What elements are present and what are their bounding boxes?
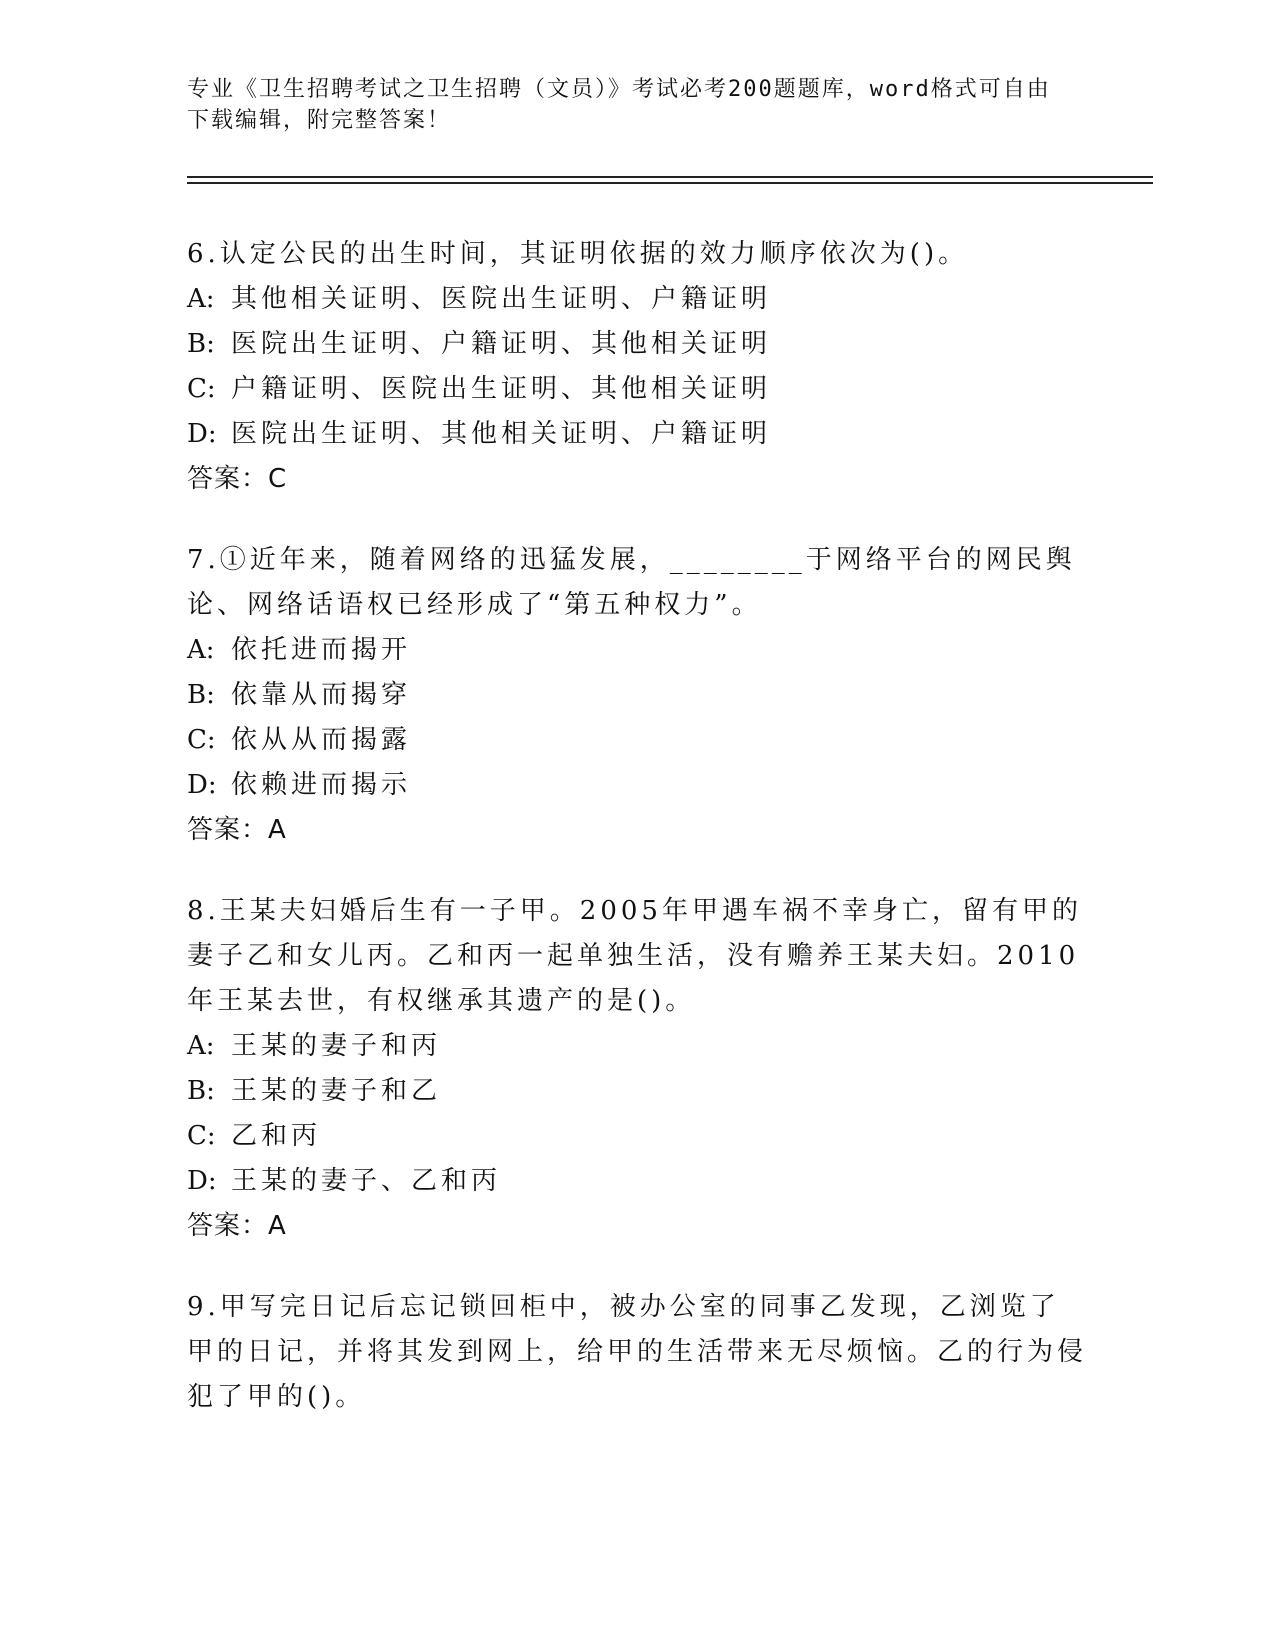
question-6: [187, 232, 1087, 502]
option-text: 依从从而揭露: [231, 725, 412, 755]
option-key: D:: [187, 419, 217, 449]
option-text: 其他相关证明、医院出生证明、户籍证明: [231, 284, 772, 314]
answer-line: 答案：A: [187, 1211, 287, 1241]
option-text: 王某的妻子、乙和丙: [231, 1166, 502, 1196]
option-key: B:: [187, 329, 215, 359]
option-key: A:: [187, 1031, 215, 1061]
option-key: B:: [187, 680, 215, 710]
option-text: 依托进而揭开: [231, 635, 412, 665]
header-divider-top: [187, 176, 1153, 178]
question-9: [187, 1285, 1087, 1420]
question-8: [187, 889, 1087, 1249]
option-a: [187, 277, 1087, 322]
document-header: 专业《卫生招聘考试之卫生招聘（文员）》考试必考200题题库，word格式可自由下载编辑，附完整答案！: [187, 77, 1051, 133]
option-key: C:: [187, 374, 216, 404]
option-text: 王某的妻子和丙: [231, 1031, 442, 1061]
question-stem: 6.认定公民的出生时间，其证明依据的效力顺序依次为()。: [187, 239, 969, 269]
option-text: 依靠从而揭穿: [231, 680, 412, 710]
option-key: A:: [187, 635, 215, 665]
option-b: [187, 673, 1087, 718]
option-text: 医院出生证明、户籍证明、其他相关证明: [231, 329, 772, 359]
option-a: [187, 1024, 1087, 1069]
option-text: 依赖进而揭示: [231, 770, 412, 800]
option-key: A:: [187, 284, 215, 314]
option-key: D:: [187, 1166, 217, 1196]
option-c: [187, 718, 1087, 763]
option-key: C:: [187, 1121, 216, 1151]
option-text: 乙和丙: [231, 1121, 322, 1151]
question-stem: 9.甲写完日记后忘记锁回柜中，被办公室的同事乙发现，乙浏览了甲的日记，并将其发到网上，给甲的生活带来无尽烦恼。乙的行为侵犯了甲的()。: [187, 1292, 1088, 1412]
question-stem: 8.王某夫妇婚后生有一子甲。2005年甲遇车祸不幸身亡，留有甲的妻子乙和女儿丙。乙和丙一起单独生活，没有赡养王某夫妇。2010年王某去世，有权继承其遗产的是()。: [187, 896, 1082, 1016]
option-key: B:: [187, 1076, 215, 1106]
question-list: [187, 232, 1087, 1456]
header-divider-bottom: [187, 182, 1153, 184]
option-text: 户籍证明、医院出生证明、其他相关证明: [231, 374, 772, 404]
option-c: [187, 367, 1087, 412]
option-c: [187, 1114, 1087, 1159]
option-key: C:: [187, 725, 216, 755]
option-key: D:: [187, 770, 217, 800]
option-b: [187, 322, 1087, 367]
answer-line: 答案：C: [187, 464, 288, 494]
option-text: 王某的妻子和乙: [231, 1076, 442, 1106]
option-d: [187, 412, 1087, 457]
question-stem: 7.①近年来，随着网络的迅猛发展，________于网络平台的网民舆论、网络话语权已经形成了“第五种权力”。: [187, 545, 1076, 620]
option-d: [187, 763, 1087, 808]
option-d: [187, 1159, 1087, 1204]
option-text: 医院出生证明、其他相关证明、户籍证明: [231, 419, 772, 449]
question-7: [187, 538, 1087, 853]
option-b: [187, 1069, 1087, 1114]
answer-line: 答案：A: [187, 815, 287, 845]
option-a: [187, 628, 1087, 673]
